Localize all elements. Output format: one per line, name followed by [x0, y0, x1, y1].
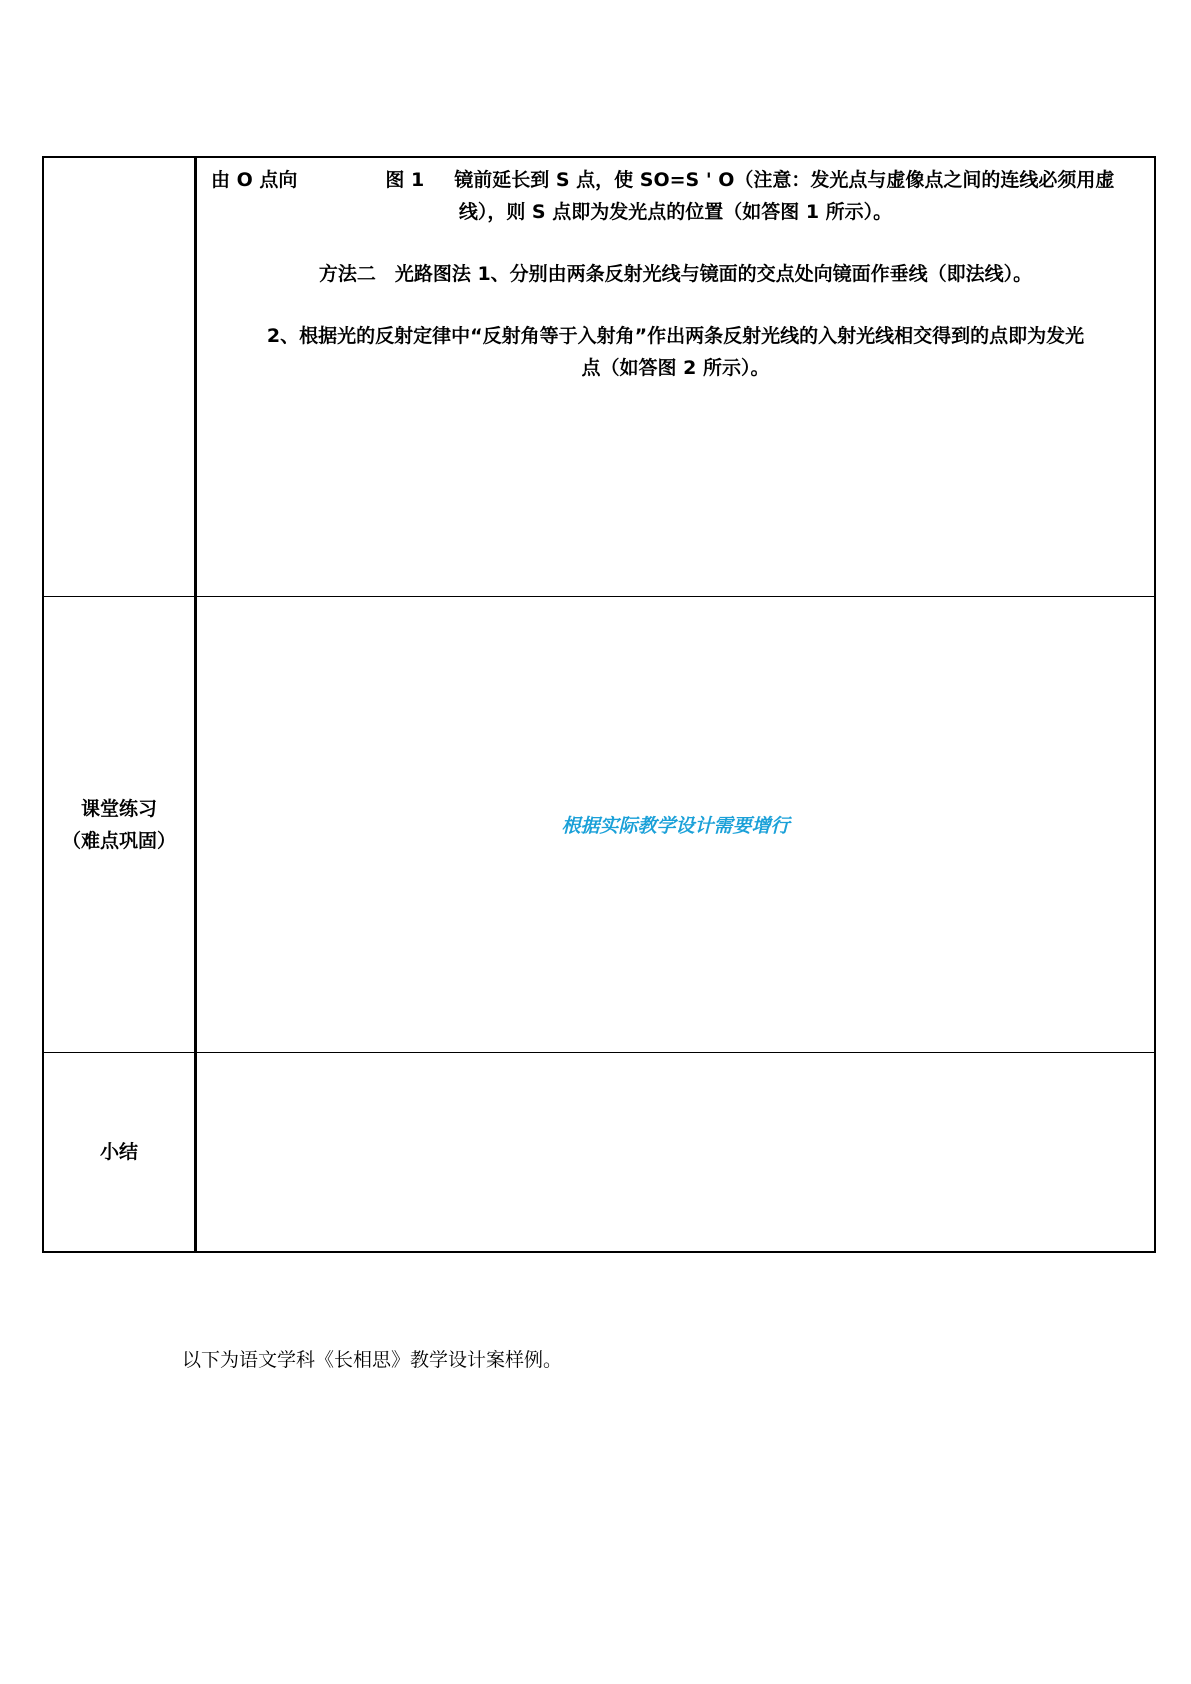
method-two-paragraph: 方法二 光路图法 1、分别由两条反射光线与镜面的交点处向镜面作垂线（即法线）。	[318, 263, 1033, 285]
method-one-text: 镜前延长到 S 点，使 SO=S ' O（注意：发光点与虚像点之间的连线必须用虚	[454, 169, 1115, 191]
step-two-line-1: 2、根据光的反射定律中“反射角等于入射角”作出两条反射光线的入射光线相交得到的点即为发光	[266, 325, 1085, 347]
method-one-continuation: 线），则 S 点即为发光点的位置（如答图 1 所示）。	[458, 201, 893, 223]
figure-label: 图 1	[385, 169, 425, 191]
practice-label-line-1: 课堂练习	[80, 797, 157, 820]
row-content-cell	[196, 1053, 1156, 1253]
table-row	[43, 1053, 1155, 1253]
practice-content	[197, 597, 1154, 1052]
method-one-start: 由 O 点向	[211, 169, 298, 191]
summary-label	[44, 1053, 194, 1251]
row-content-cell	[196, 157, 1156, 597]
summary-label-text: 小结	[99, 1141, 138, 1163]
add-rows-note: 根据实际教学设计需要增行	[561, 815, 790, 837]
practice-label	[44, 597, 194, 1052]
footer-sentence: 以下为语文学科《长相思》教学设计案样例。	[182, 1349, 563, 1371]
table-row	[43, 157, 1155, 597]
step-two-paragraph	[211, 320, 1140, 384]
row-label-cell	[43, 597, 196, 1053]
step-two-line-2: 点（如答图 2 所示）。	[581, 357, 770, 379]
method-one-paragraph	[211, 164, 1140, 228]
lesson-plan-table	[42, 156, 1156, 1253]
row-label-cell	[43, 1053, 196, 1253]
row-content-cell	[196, 597, 1156, 1053]
row-label-cell	[43, 157, 196, 597]
practice-label-line-2: （难点巩固）	[61, 829, 176, 852]
table-row	[43, 597, 1155, 1053]
